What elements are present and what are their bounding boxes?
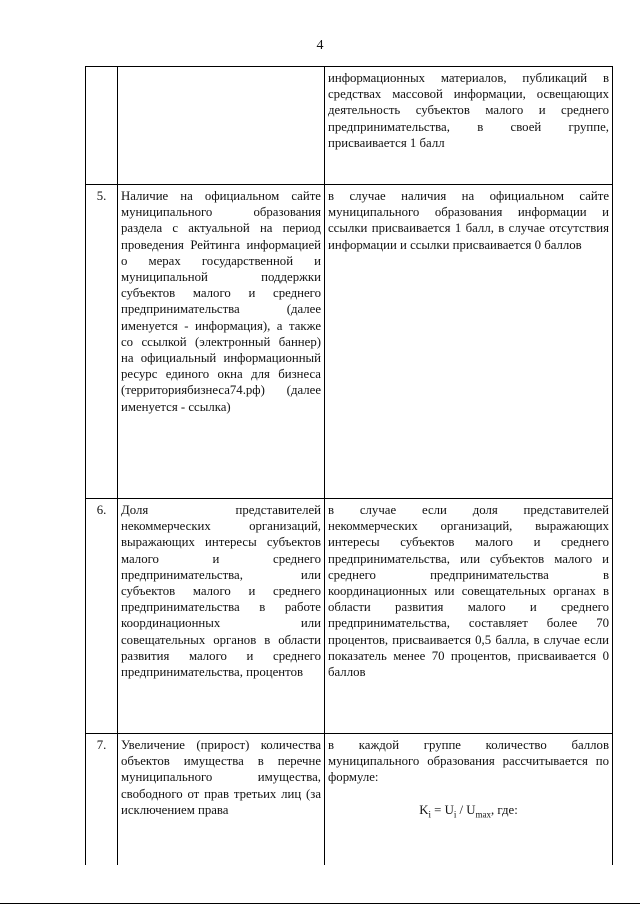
method-cell: в случае если доля представителей некоммерческих организаций, выражающих интересы субъектов малого и среднего предпринимательства, или субъектов малого и среднего предпринимательства в координационных или совещательных органах в области развития малого и среднего предпринимательства, составляет более 70 процентов, присваивается 0,5 балла, в случае если показатель менее 70 процентов, присваивается 0 баллов bbox=[325, 499, 613, 734]
indicator-cell: Доля представителей некоммерческих организаций, выражающих интересы субъектов малого и среднего предпринимательства, или субъектов малого и среднего предпринимательства в работе координационных или совещательных органов в области развития малого и среднего предпринимательства, процентов bbox=[118, 499, 325, 734]
indicator-cell: Увеличение (прирост) количества объектов имущества в перечне муниципального имущества, свободного от прав третьих лиц (за исключением права bbox=[118, 734, 325, 866]
method-cell: в случае наличия на официальном сайте муниципального образования информации и ссылки присваивается 1 балл, в случае отсутствия информации и ссылки присваивается 0 баллов bbox=[325, 185, 613, 499]
table-row bbox=[86, 185, 613, 499]
method-cell bbox=[325, 734, 613, 866]
table-row bbox=[86, 67, 613, 185]
indicator-cell: Наличие на официальном сайте муниципального образования раздела с актуальной на период проведения Рейтинга информацией о мерах государственной и муниципальной поддержки субъектов малого и среднего предпринимательства (далее именуется - информация), а также со ссылкой (электронный баннер) на официальный информационный ресурс единого окна для бизнеса (территориябизнеса74.рф) (далее именуется - ссылка) bbox=[118, 185, 325, 499]
rating-criteria-table bbox=[85, 66, 613, 865]
formula-tail: , где: bbox=[491, 802, 518, 817]
formula-equals-u: = U bbox=[430, 802, 454, 817]
formula-divide-u: / U bbox=[456, 802, 476, 817]
row-number: 7. bbox=[86, 734, 118, 866]
formula-u-subscript: i bbox=[453, 809, 457, 820]
score-formula bbox=[328, 802, 609, 818]
page-number: 4 bbox=[316, 38, 324, 53]
method-cell: информационных материалов, публикаций в средствах массовой информации, освещающих деятельность субъектов малого и среднего предпринимательства, в своей группе, присваивается 1 балл bbox=[325, 67, 613, 185]
formula-umax-subscript: max bbox=[475, 809, 492, 820]
row-number bbox=[86, 67, 118, 185]
formula-k: K bbox=[419, 802, 429, 817]
indicator-cell bbox=[118, 67, 325, 185]
row-number: 5. bbox=[86, 185, 118, 499]
table-row bbox=[86, 499, 613, 734]
page-bottom-edge bbox=[0, 903, 640, 904]
formula-k-subscript: i bbox=[428, 809, 431, 820]
table-row bbox=[86, 734, 613, 866]
row-number: 6. bbox=[86, 499, 118, 734]
method-text: в каждой группе количество баллов муниципального образования рассчитывается по формуле: bbox=[328, 738, 609, 785]
